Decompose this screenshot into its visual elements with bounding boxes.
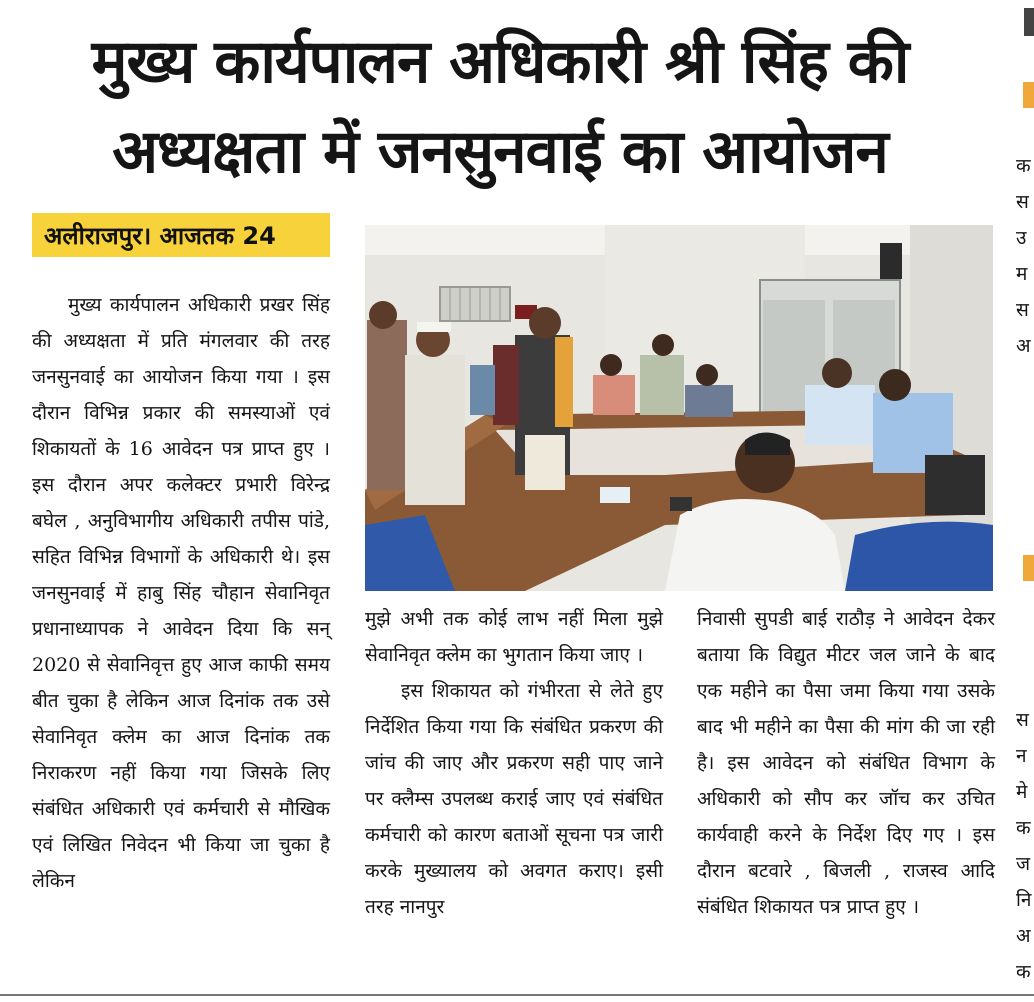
meeting-room-photo: [365, 225, 993, 591]
dateline-badge: अलीराजपुर। आजतक 24: [32, 213, 330, 257]
edge-fragment: अ: [1016, 335, 1031, 357]
edge-fragment: स: [1016, 299, 1029, 321]
edge-fragment: क: [1016, 155, 1031, 177]
headline-line-1: मुख्य कार्यपालन अधिकारी श्री सिंह की: [91, 27, 909, 97]
adjacent-article-edge: [1016, 0, 1034, 1002]
edge-fragment: उ: [1016, 227, 1027, 249]
paragraph: इस शिकायत को गंभीरता से लेते हुए निर्देशित किया गया कि संबंधित प्रकरण की जांच की जाए और प्रकरण सही पाए जाने पर क्लैम्स उपलब्ध कराई जाए एवं संबंधित कर्मचारी को कारण बताओं सूचना पत्र जारी करके मुख्यालय को अवगत कराए। इसी तरह नानपुर: [365, 680, 663, 918]
paragraph: निवासी सुपडी बाई राठौड़ ने आवेदन देकर बताया कि विद्युत मीटर जल जाने के बाद एक महीने का पैसा जमा किया गया उसके बाद भी महीने का पैसा की मांग की जा रही है। इस आवेदन को संबंधित विभाग के अधिकारी को सौप कर जॉच कर उचित कार्यवाही करने के निर्देश दिए गए । इस दौरान बटवारे , बिजली , राजस्व आदि संबंधित शिकायत पत्र प्राप्त हुए ।: [697, 608, 995, 918]
paragraph: मुझे अभी तक कोई लाभ नहीं मिला मुझे सेवानिवृत क्लेम का भुगतान किया जाए ।: [365, 608, 663, 666]
edge-fragment: स: [1016, 191, 1029, 213]
edge-fragment: क: [1016, 961, 1031, 983]
headline-line-2: अध्यक्षता में जनसुनवाई का आयोजन: [112, 117, 888, 187]
article-column-3: [697, 601, 995, 925]
paragraph: मुख्य कार्यपालन अधिकारी प्रखर सिंह की अध्यक्षता में प्रति मंगलवार की तरह जनसुनवाई का आयोजन किया गया । इस दौरान विभिन्न प्रकार की समस्याओं एवं शिकायतों के 16 आवेदन पत्र प्राप्त हुए । इस दौरान अपर कलेक्टर प्रभारी विरेन्द्र बघेल , अनुविभागीय अधिकारी तपीस पांडे, सहित विभिन्न विभागों के अधिकारी थे। इस जनसुनवाई में हाबु सिंह चौहान सेवानिवृत प्रधानाध्यापक ने आवेदन दिया कि सन् 2020 से सेवानिवृत्त हुए आज काफी समय बीत चुका है लेकिन आज दिनांक तक उसे सेवानिवृत क्लेम का आज दिनांक तक निराकरण नहीं किया गया जिसके लिए संबंधित अधिकारी एवं कर्मचारी से मौखिक एवं लिखित निवेदन भी किया जा चुका है लेकिन: [32, 294, 330, 892]
edge-fragment: स: [1016, 709, 1029, 731]
edge-fragment: म: [1016, 263, 1028, 285]
edge-fragment: अ: [1016, 925, 1031, 947]
edge-fragment: नि: [1016, 889, 1032, 911]
news-photo: [365, 225, 993, 591]
article-column-1: [32, 287, 330, 899]
edge-fragment: ज: [1016, 853, 1031, 875]
edge-fragment: न: [1016, 745, 1027, 767]
page-bottom-rule: [0, 994, 1034, 996]
edge-fragment: मे: [1016, 781, 1028, 803]
edge-fragment: क: [1016, 817, 1031, 839]
article-column-2: [365, 601, 663, 925]
